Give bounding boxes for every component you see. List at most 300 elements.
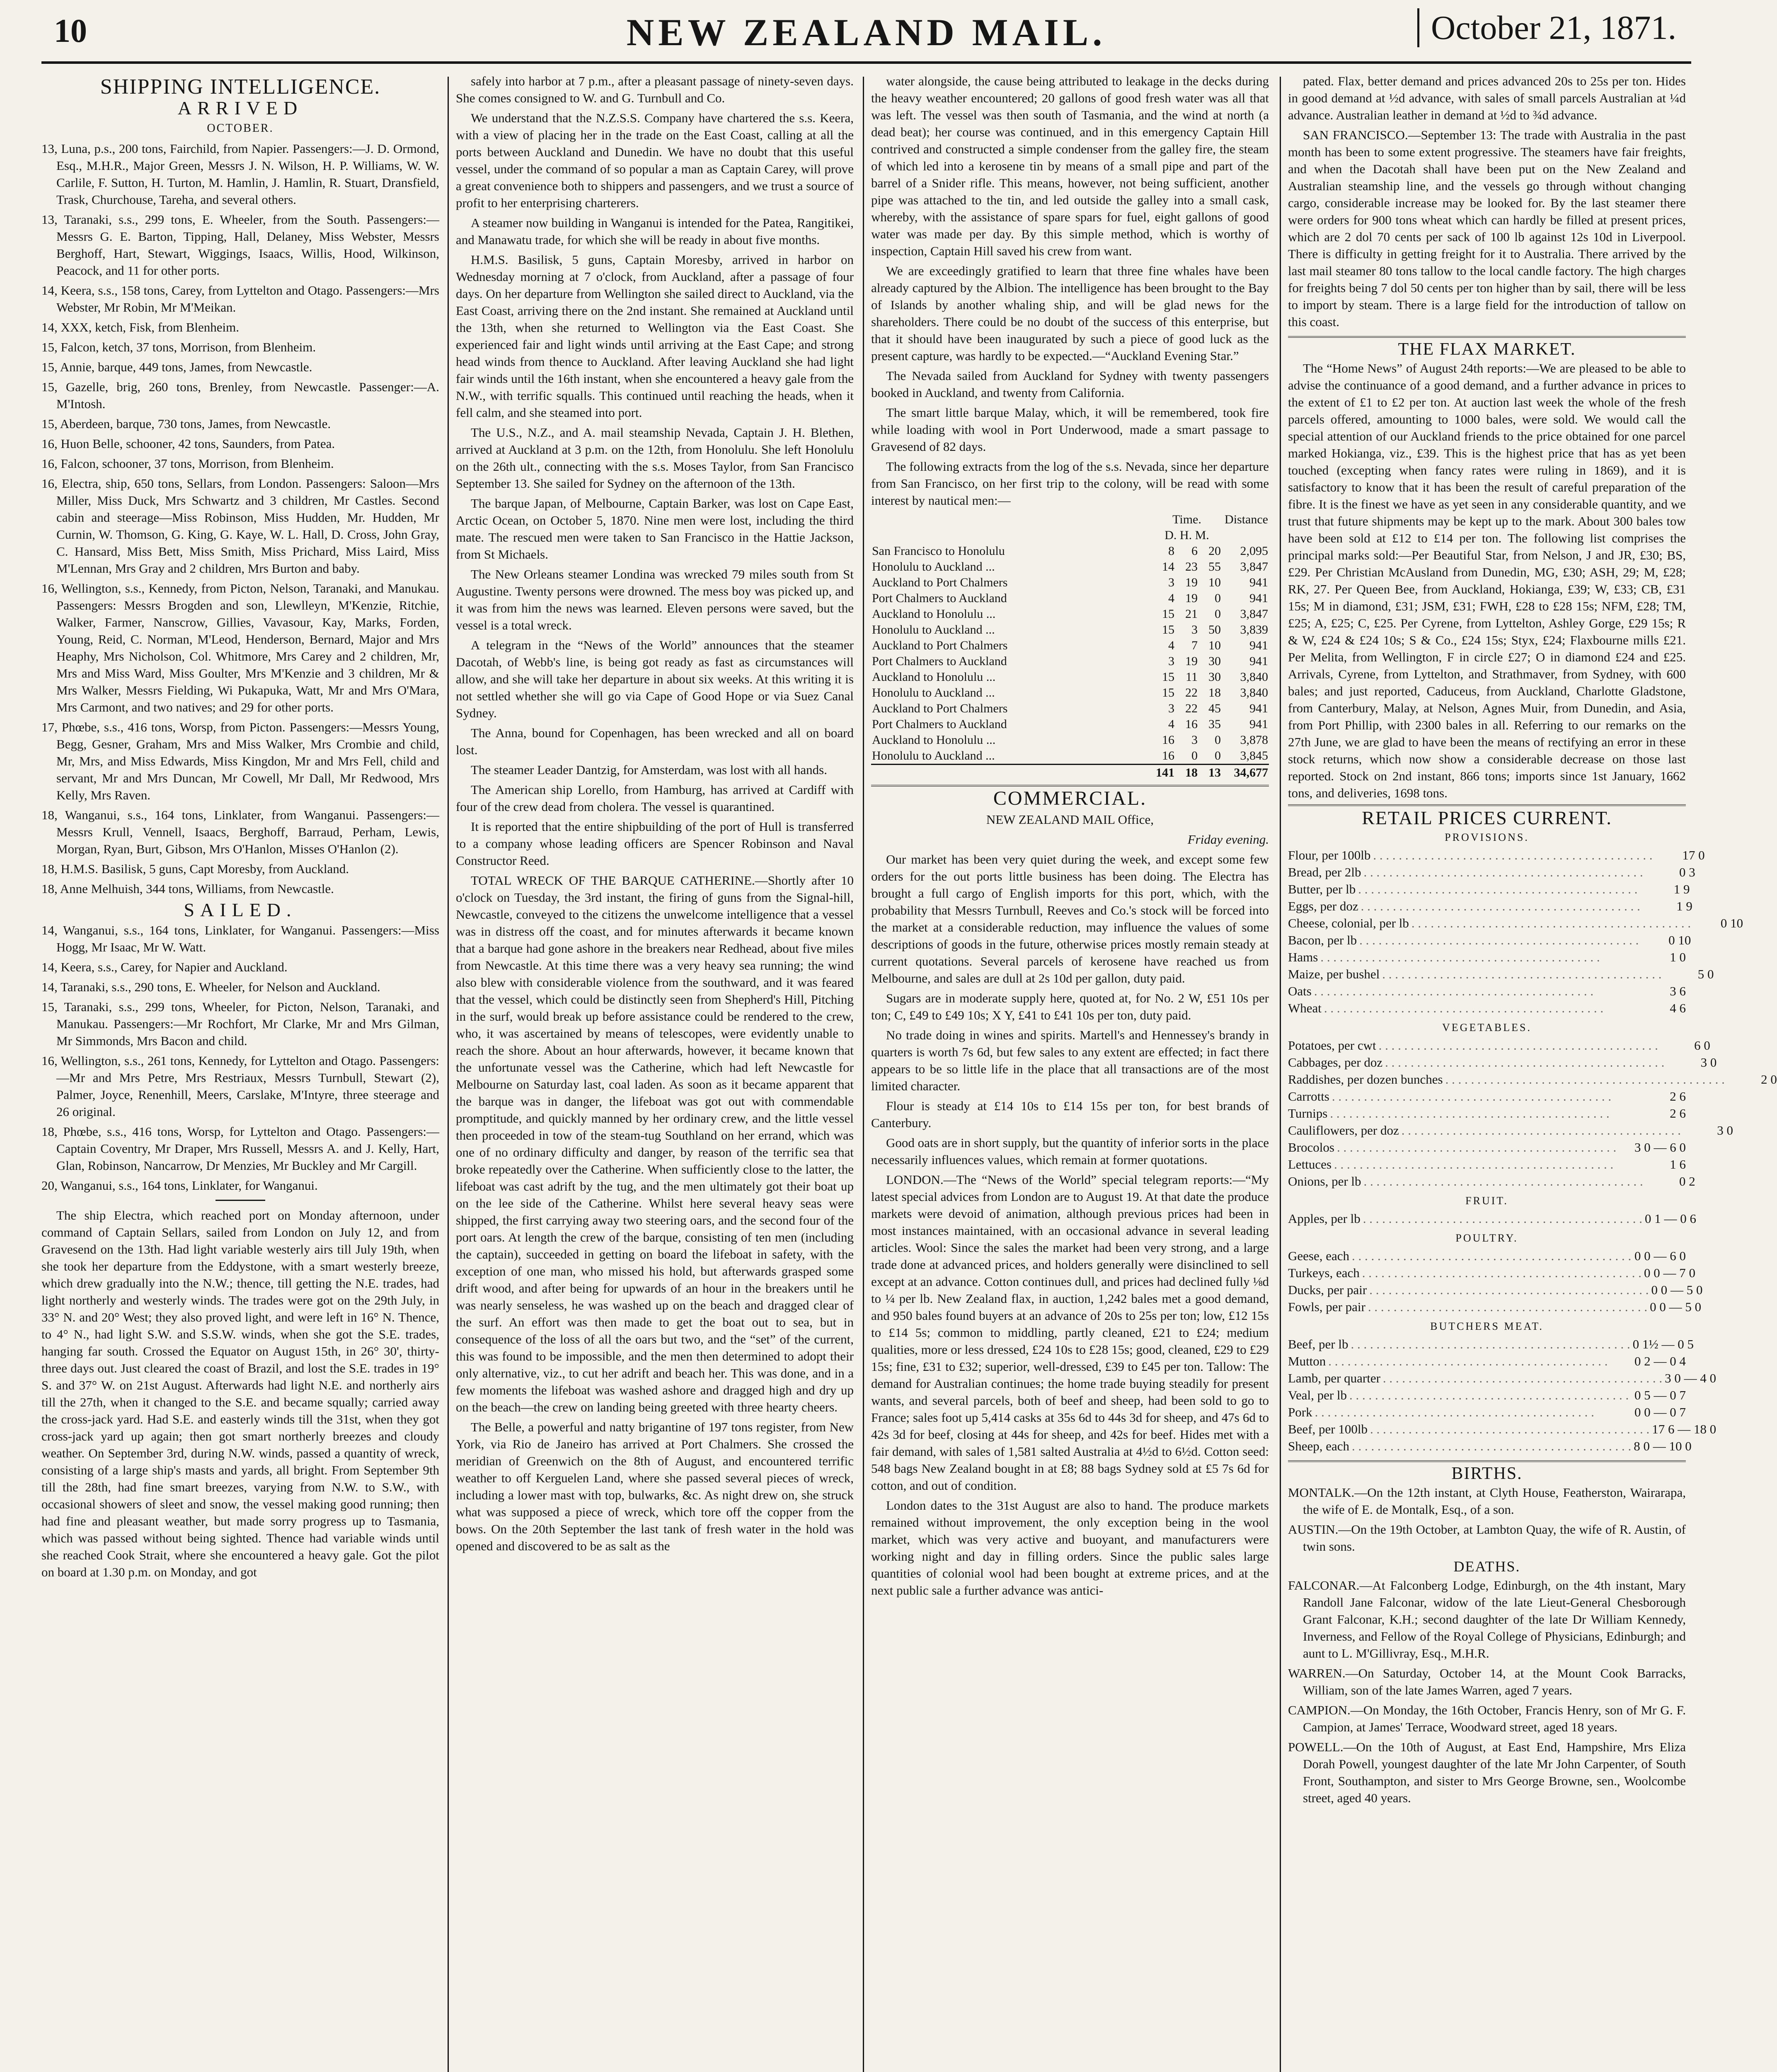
voyage-row — [871, 606, 1269, 622]
voyage-cell-m: 55 — [1208, 560, 1221, 574]
price-row — [1288, 1353, 1686, 1370]
news-paragraph: safely into harbor at 7 p.m., after a pleasant passage of ninety-seven days. She comes consigned to W. and G. Turnbull and Co. — [456, 74, 854, 105]
voyage-cell-d: 4 — [1168, 591, 1174, 605]
price-row — [1288, 1105, 1686, 1122]
death-notice: WARREN.—On Saturday, October 14, at the Mount Cook Barracks, William, son of the late James Warren, aged 7 years. — [1288, 1666, 1686, 1697]
commercial-paragraph: Sugars are in moderate supply here, quoted at, for No. 2 W, £51 10s per ton; C, £49 to £49 10s; X Y, £41 to £41 10s per ton, duty paid. — [871, 991, 1269, 1022]
total-minutes: 13 — [1198, 765, 1222, 781]
voyage-cell-dist: 3,847 — [1240, 607, 1268, 621]
voyage-cell-h: 19 — [1185, 576, 1198, 589]
price-value: 17 0 — [1682, 848, 1705, 862]
dot-leader: . . . . . . . . . . . . . . . . . . . . . . . . . . . . . . . . . . . . . . . . . . . . — [1363, 865, 1643, 879]
price-item: Apples, per lb — [1288, 1211, 1361, 1226]
column-divider — [1280, 77, 1281, 2072]
shipping-heading: SHIPPING INTELLIGENCE. — [100, 75, 381, 99]
news-paragraph: H.M.S. Basilisk, 5 guns, Captain Moresby, arrived in harbor on Wednesday morning at 7 o'clock, from Auckland, after a passage of four days. On her departure from Wellington she sailed direct to Auckland, via the East Coast, arriving there on the 2nd instant. She remained at Auckland until the 13th, when she returned to Wellington via the East Coast. She experienced fair and light winds until arriving at the East Cape; and strong head winds from thence to Auckland. After leaving Auckland she had light fair winds until the 16th instant, when she encountered a heavy gale from the N.W., with terrific squalls. This continued until reaching the heads, when it fell calm, and she steamed into port. — [456, 252, 854, 420]
price-value: 17 6 — 18 0 — [1652, 1422, 1716, 1436]
arrival-entry: 13, Taranaki, s.s., 299 tons, E. Wheeler, from the South. Passengers:—Messrs G. E. Barton, Tipping, Hall, Delaney, Miss Webster, Messrs Berghoff, Hart, Stewart, Wiggings, Isaacs, Willis, Hood, Wilkinson, Peacock, and 11 for other ports. — [41, 212, 439, 278]
voyage-cell-dist: 2,095 — [1240, 544, 1268, 558]
arrival-entry: 16, Wellington, s.s., Kennedy, from Picton, Nelson, Taranaki, and Manukau. Passengers: Messrs Brogden and son, Llewlleyn, M'Kenzie, Ritchie, Walker, Farmer, Nanscrow, Gillies, Vavasour, Kay, Marks, Forden, Young, Reid, C. Norman, M'Leod, Henderson, Bernard, Major and Mrs Heaphy, Mrs Nicholson, Col. Whitmore, Mrs Carey and 2 children, Mr, Mrs and Miss Ward, Miss Goulter, Mrs M'Kenzie and 3 children, Mr & Mrs Walker, Messrs Fielding, Wi Pukapuka, Watt, Mr and Mrs O'Mara, Mrs Carmont, and two natives; and 29 for other ports. — [41, 581, 439, 714]
deaths-list — [1288, 1577, 1686, 1806]
arrived-list — [41, 140, 439, 897]
meat-list — [1288, 1336, 1716, 1455]
voyage-row — [871, 748, 1269, 765]
column-divider — [448, 77, 449, 2072]
dot-leader: . . . . . . . . . . . . . . . . . . . . . . . . . . . . . . . . . . . . . . . . . . . . — [1368, 1300, 1648, 1314]
price-value: 2 0 — [1761, 1072, 1777, 1087]
dot-leader: . . . . . . . . . . . . . . . . . . . . . . . . . . . . . . . . . . . . . . . . . . . . — [1358, 882, 1638, 896]
dot-leader: . . . . . . . . . . . . . . . . . . . . . . . . . . . . . . . . . . . . . . . . . . . . — [1359, 933, 1639, 947]
meat-heading: BUTCHERS MEAT. — [1430, 1320, 1544, 1332]
total-distance: 34,677 — [1222, 765, 1269, 781]
dot-leader: . . . . . . . . . . . . . . . . . . . . . . . . . . . . . . . . . . . . . . . . . . . . — [1382, 967, 1662, 981]
sailing-entry: 16, Wellington, s.s., 261 tons, Kennedy, for Lyttelton and Otago. Passengers:—Mr and Mrs Petre, Mrs Restriaux, Messrs Turnbull, Stewart (2), Palmer, Joyce, Renenhill, Meers, Carslake, M'Intyre, three steerage and 26 original. — [41, 1053, 439, 1119]
voyage-cell-dist: 3,845 — [1240, 749, 1268, 762]
units-header: D. H. M. — [1164, 528, 1209, 542]
dot-leader: . . . . . . . . . . . . . . . . . . . . . . . . . . . . . . . . . . . . . . . . . . . . — [1445, 1072, 1725, 1087]
price-item: Potatoes, per cwt — [1288, 1038, 1376, 1053]
voyage-cell-route: Honolulu to Auckland ... — [872, 560, 995, 574]
voyage-cell-dist: 941 — [1249, 591, 1268, 605]
distance-header: Distance — [1225, 513, 1268, 526]
voyage-rows — [871, 543, 1269, 765]
shipping-news-cont — [871, 73, 1269, 509]
price-value: 0 0 — 7 0 — [1644, 1266, 1696, 1280]
voyage-cell-route: Port Chalmers to Auckland — [872, 717, 1007, 731]
voyage-cell-m: 0 — [1215, 733, 1221, 747]
commercial-office: NEW ZEALAND MAIL Office, — [986, 812, 1154, 827]
arrival-entry: 15, Annie, barque, 449 tons, James, from Newcastle. — [41, 360, 312, 374]
voyage-cell-route: Auckland to Port Chalmers — [872, 576, 1008, 589]
voyage-cell-dist: 941 — [1249, 576, 1268, 589]
news-paragraph: It is reported that the entire shipbuilding of the port of Hull is transferred to a company whose leading officers are Spencer Robinson and Naval Constructor Reed. — [456, 819, 854, 868]
voyage-cell-h: 23 — [1185, 560, 1198, 574]
price-row — [1288, 881, 1690, 898]
voyage-row — [871, 732, 1269, 748]
news-paragraph: We are exceedingly gratified to learn that three fine whales have been already captured by the Albion. The intelligence has been brought to the Bay of Islands by another whaling ship, and will be glad news for the shareholders. There could be no doubt of the success of this enterprise, but that it should have been inaugurated by such a piece of good luck as the present capture, was hardly to be expected.—“Auckland Evening Star.” — [871, 264, 1269, 363]
voyage-cell-dist: 3,840 — [1240, 670, 1268, 684]
voyage-cell-dist: 941 — [1249, 639, 1268, 652]
voyage-row — [871, 669, 1269, 685]
vegetables-heading: VEGETABLES. — [1442, 1021, 1532, 1034]
price-item: Maize, per bushel — [1288, 967, 1380, 981]
birth-notice: AUSTIN.—On the 19th October, at Lambton Quay, the wife of R. Austin, of twin sons. — [1288, 1522, 1686, 1554]
dot-leader: . . . . . . . . . . . . . . . . . . . . . . . . . . . . . . . . . . . . . . . . . . . . — [1332, 1089, 1612, 1104]
price-value: 0 2 — 0 4 — [1634, 1354, 1686, 1368]
news-paragraph: The Belle, a powerful and natty brigantine of 197 tons register, from New York, via Rio de Janeiro has arrived at Port Chalmers. She crossed the meridian of Greenwich on the 8th of August, and encountered terrific weather to off Kerguelen Land, where she passed several pieces of wreck, including a lower mast with top, bulwarks, &c. As night drew on, she struck what was supposed a piece of wreck, which tore off the copper from the bows. On the 20th September the last tank of fresh water in the hold was opened and discovered to be as salt as the — [456, 1420, 854, 1553]
price-row — [1288, 1298, 1702, 1315]
voyage-cell-m: 30 — [1208, 670, 1221, 684]
voyage-cell-m: 18 — [1208, 686, 1221, 700]
dot-leader: . . . . . . . . . . . . . . . . . . . . . . . . . . . . . . . . . . . . . . . . . . . . — [1373, 848, 1653, 862]
voyage-cell-h: 7 — [1191, 639, 1198, 652]
price-row — [1288, 1071, 1777, 1088]
masthead-rule — [41, 61, 1691, 64]
voyage-cell-m: 10 — [1208, 576, 1221, 589]
separator — [215, 1200, 265, 1201]
voyage-cell-d: 3 — [1168, 654, 1174, 668]
price-item: Cabbages, per doz — [1288, 1055, 1383, 1070]
news-paragraph: We understand that the N.Z.S.S. Company have chartered the s.s. Keera, with a view of placing her in the trade on the East Coast, calling at all the ports between Auckland and Dunedin. We have no doubt that this useful vessel, under the command of so popular a man as Captain Carey, will prove a great convenience both to shippers and passengers, and we trust a source of profit to her enterprising charterers. — [456, 111, 854, 210]
commercial-paragraph: Good oats are in short supply, but the quantity of inferior sorts in the place necessarily influences values, which remain at former quotations. — [871, 1135, 1269, 1167]
price-value: 0 3 — [1679, 865, 1695, 879]
column-1 — [41, 73, 439, 2072]
column-2 — [456, 73, 854, 2072]
price-value: 3 0 — 6 0 — [1634, 1140, 1686, 1155]
sailing-entry: 15, Taranaki, s.s., 299 tons, Wheeler, for Picton, Nelson, Taranaki, and Manukau. Passengers:—Mr Rochfort, Mr Clarke, Mr and Mrs Gilman, Mr Simmonds, Mrs Bacon and child. — [41, 1000, 439, 1048]
poultry-list — [1288, 1247, 1703, 1315]
dot-leader: . . . . . . . . . . . . . . . . . . . . . . . . . . . . . . . . . . . . . . . . . . . . — [1349, 1388, 1629, 1402]
voyage-cell-d: 16 — [1162, 749, 1174, 762]
price-item: Mutton — [1288, 1354, 1326, 1368]
voyage-cell-h: 22 — [1185, 702, 1198, 715]
voyage-cell-route: Honolulu to Auckland ... — [872, 749, 995, 762]
price-row — [1288, 932, 1691, 949]
dot-leader: . . . . . . . . . . . . . . . . . . . . . . . . . . . . . . . . . . . . . . . . . . . . — [1385, 1055, 1665, 1070]
dot-leader: . . . . . . . . . . . . . . . . . . . . . . . . . . . . . . . . . . . . . . . . . . . . — [1401, 1123, 1681, 1138]
arrival-entry: 16, Falcon, schooner, 37 tons, Morrison, from Blenheim. — [41, 456, 334, 471]
price-value: 5 0 — [1697, 967, 1714, 981]
voyage-cell-d: 14 — [1162, 560, 1174, 574]
voyage-cell-route: Honolulu to Auckland ... — [872, 623, 995, 637]
price-value: 0 10 — [1668, 933, 1691, 947]
price-row — [1288, 1054, 1717, 1071]
shipping-news-list — [456, 73, 854, 1554]
voyage-cell-dist: 3,839 — [1240, 623, 1268, 637]
price-item: Lamb, per quarter — [1288, 1371, 1380, 1385]
price-value: 0 0 — 6 0 — [1634, 1249, 1686, 1263]
voyage-cell-dist: 3,847 — [1240, 560, 1268, 574]
voyage-cell-m: 20 — [1208, 544, 1221, 558]
price-item: Pork — [1288, 1405, 1312, 1419]
voyage-cell-h: 0 — [1191, 749, 1198, 762]
price-item: Onions, per lb — [1288, 1174, 1361, 1188]
arrival-entry: 15, Aberdeen, barque, 730 tons, James, from Newcastle. — [41, 416, 331, 431]
price-value: 3 0 — 4 0 — [1665, 1371, 1716, 1385]
news-paragraph: The Anna, bound for Copenhagen, has been wrecked and all on board lost. — [456, 726, 854, 757]
arrival-entry: 18, H.M.S. Basilisk, 5 guns, Capt Moresby, from Auckland. — [41, 862, 349, 876]
dot-leader: . . . . . . . . . . . . . . . . . . . . . . . . . . . . . . . . . . . . . . . . . . . . — [1378, 1038, 1658, 1053]
price-row — [1288, 1122, 1733, 1139]
total-days: 141 — [1152, 765, 1175, 781]
dot-leader: . . . . . . . . . . . . . . . . . . . . . . . . . . . . . . . . . . . . . . . . . . . . — [1370, 1422, 1650, 1436]
dot-leader: . . . . . . . . . . . . . . . . . . . . . . . . . . . . . . . . . . . . . . . . . . . . — [1315, 1405, 1594, 1419]
price-row — [1288, 949, 1686, 966]
death-notice: FALCONAR.—At Falconberg Lodge, Edinburgh, on the 4th instant, Mary Randoll Jane Falconar, widow of the late Lieut-General Chesborough Grant Falconar, K.H.; second daughter of the late Dr William Kennedy, Inverness, and Fellow of the Royal College of Physicians, Edinburgh; and aunt to L. M'Gillivray, Esq., M.H.R. — [1288, 1578, 1686, 1661]
price-value: 1 6 — [1670, 1157, 1686, 1172]
arrival-entry: 16, Electra, ship, 650 tons, Sellars, from London. Passengers: Saloon—Mrs Miller, Miss Duck, Mrs Schwartz and 3 children, Mr Castles. Second cabin and steerage—Miss Robinson, Miss Hudden, Mr. Hudden, Mr Curnin, W. Thomson, G. King, G. Kaye, W. L. Hall, D. Cross, John Gray, C. Hansard, Miss Bett, Miss Smith, Miss Prichard, Miss Laird, Miss M'Lennan, Mrs Gray and 2 children, Mrs Burton and baby. — [41, 476, 439, 576]
price-row — [1288, 1000, 1686, 1017]
price-row — [1288, 1438, 1692, 1455]
price-item: Ducks, per pair — [1288, 1283, 1367, 1297]
voyage-row — [871, 716, 1269, 732]
voyage-cell-d: 8 — [1168, 544, 1174, 558]
dot-leader: . . . . . . . . . . . . . . . . . . . . . . . . . . . . . . . . . . . . . . . . . . . . — [1369, 1283, 1649, 1297]
price-value: 0 1 — 0 6 — [1645, 1211, 1697, 1226]
voyage-row — [871, 654, 1269, 669]
column-divider — [863, 77, 864, 2072]
sailing-entry: 18, Phœbe, s.s., 416 tons, Worsp, for Lyttelton and Otago. Passengers:—Captain Coventry, Mr Draper, Mrs Russell, Messrs A. and J. Kelly, Hart, Glan, Robinson, Nancarrow, Dr Menzies, Mr Buckley and Mr Cargill. — [41, 1124, 439, 1173]
price-value: 0 10 — [1720, 916, 1743, 930]
news-paragraph: The steamer Leader Dantzig, for Amsterdam, was lost with all hands. — [471, 762, 827, 777]
sailing-entry: 14, Taranaki, s.s., 290 tons, E. Wheeler, for Nelson and Auckland. — [41, 980, 380, 994]
price-item: Turkeys, each — [1288, 1266, 1360, 1280]
voyage-cell-d: 15 — [1162, 686, 1174, 700]
voyage-cell-h: 22 — [1185, 686, 1198, 700]
voyage-cell-h: 3 — [1191, 733, 1198, 747]
news-paragraph: The barque Japan, of Melbourne, Captain Barker, was lost on Cape East, Arctic Ocean, on October 5, 1870. Nine men were lost, including the third mate. The rescued men were taken to San Francisco in the Hattie Jackson, from St Michaels. — [456, 496, 854, 562]
price-value: 0 5 — 0 7 — [1634, 1388, 1686, 1402]
voyage-cell-route: Auckland to Port Chalmers — [872, 702, 1008, 715]
news-paragraph: A telegram in the “News of the World” announces that the steamer Dacotah, of Webb's line, is being got ready as fast as circumstances will allow, and she will take her departure in about six weeks. At this writing it is not settled whether she will go via Cape of Good Hope or via Suez Canal Sydney. — [456, 638, 854, 720]
price-item: Turnips — [1288, 1106, 1328, 1121]
voyage-cell-route: Auckland to Port Chalmers — [872, 639, 1008, 652]
dot-leader: . . . . . . . . . . . . . . . . . . . . . . . . . . . . . . . . . . . . . . . . . . . . — [1361, 899, 1640, 913]
voyage-cell-m: 0 — [1215, 749, 1221, 762]
births-heading: BIRTHS. — [1288, 1460, 1686, 1482]
arrival-entry: 17, Phœbe, s.s., 416 tons, Worsp, from Picton. Passengers:—Messrs Young, Begg, Gesner, Graham, Mrs and Miss Walker, Mrs Crombie and child, Mr, Mrs, and Miss Edwards, Miss Kingdon, Mr and Mrs Fell, child and servant, Mr and Mrs Duncan, Mr Cowell, Mr Dall, Mr Redwood, Mrs Kelly, Mrs Raven. — [41, 720, 439, 802]
voyage-cell-h: 11 — [1186, 670, 1198, 684]
price-item: Hams — [1288, 950, 1318, 964]
provisions-heading: PROVISIONS. — [1445, 831, 1529, 843]
masthead — [0, 0, 1733, 62]
news-paragraph: The U.S., N.Z., and A. mail steamship Nevada, Captain J. H. Blethen, arrived at Auckland at 3 p.m. on the 12th, from Honolulu. She left Honolulu on the 26th ult., connecting with the s.s. Moses Taylor, from San Francisco September 13. She sailed for Sydney on the afternoon of the 13th. — [456, 425, 854, 491]
arrival-entry: 18, Anne Melhuish, 344 tons, Williams, from Newcastle. — [41, 881, 334, 896]
arrival-entry: 14, Keera, s.s., 158 tons, Carey, from Lyttelton and Otago. Passengers:—Mrs Webster, Mr Robin, Mr M'Meikan. — [41, 283, 439, 315]
price-row — [1288, 1336, 1694, 1353]
arrival-entry: 16, Huon Belle, schooner, 42 tons, Saunders, from Patea. — [41, 436, 335, 451]
commercial-paragraph: Flour is steady at £14 10s to £14 15s per ton, for best brands of Canterbury. — [871, 1099, 1269, 1130]
voyage-cell-m: 35 — [1208, 717, 1221, 731]
voyage-cell-route: Auckland to Honolulu ... — [872, 607, 996, 621]
prices-heading: RETAIL PRICES CURRENT. — [1288, 804, 1686, 826]
price-row — [1288, 1139, 1686, 1156]
price-row — [1288, 898, 1692, 915]
voyage-row — [871, 638, 1269, 654]
voyage-cell-m: 45 — [1208, 702, 1221, 715]
arrived-month: OCTOBER. — [207, 122, 274, 135]
price-item: Bread, per 2lb — [1288, 865, 1361, 879]
price-value: 1 0 — [1670, 950, 1686, 964]
voyage-cell-route: Auckland to Honolulu ... — [872, 733, 996, 747]
voyage-cell-m: 0 — [1215, 607, 1221, 621]
price-row — [1288, 864, 1695, 881]
price-item: Bacon, per lb — [1288, 933, 1357, 947]
price-item: Raddishes, per dozen bunches — [1288, 1072, 1443, 1087]
dot-leader: . . . . . . . . . . . . . . . . . . . . . . . . . . . . . . . . . . . . . . . . . . . . — [1363, 1174, 1643, 1188]
price-value: 0 0 — 5 0 — [1650, 1300, 1702, 1314]
arrival-entry: 15, Falcon, ketch, 37 tons, Morrison, from Blenheim. — [41, 340, 316, 354]
commercial-heading: COMMERCIAL. — [871, 785, 1269, 807]
voyage-cell-d: 15 — [1162, 623, 1174, 637]
price-item: Sheep, each — [1288, 1439, 1350, 1453]
price-value: 6 0 — [1694, 1038, 1710, 1053]
total-hours: 18 — [1175, 765, 1198, 781]
sailing-entry: 14, Wanganui, s.s., 164 tons, Linklater, for Wanganui. Passengers:—Miss Hogg, Mr Isaac, Mr W. Watt. — [41, 923, 439, 954]
voyage-cell-dist: 3,878 — [1240, 733, 1268, 747]
voyage-total-row — [871, 765, 1269, 781]
price-value: 4 6 — [1670, 1001, 1686, 1015]
voyage-row — [871, 701, 1269, 716]
price-value: 3 0 — [1700, 1055, 1717, 1070]
dot-leader: . . . . . . . . . . . . . . . . . . . . . . . . . . . . . . . . . . . . . . . . . . . . — [1314, 984, 1594, 998]
poultry-heading: POULTRY. — [1455, 1232, 1518, 1244]
price-value: 0 0 — 0 7 — [1634, 1405, 1686, 1419]
price-item: Wheat — [1288, 1001, 1322, 1015]
price-row — [1288, 1281, 1703, 1298]
voyage-cell-d: 15 — [1162, 607, 1174, 621]
price-row — [1288, 1210, 1697, 1227]
commercial-paragraph: SAN FRANCISCO.—September 13: The trade with Australia in the past month has been to some extent progressive. The steamers have fair freights, and when the Dacotah shall have been put on the New Zealand and Australian steamship line, and the vessels go through without changing cargo, considerable increase may be looked for. By the last steamer there were orders for 900 tons wheat which can hardly be filled at present prices, which are 2 dol 70 cents per sack of 100 lb against 12s 10d in Liverpool. There is difficulty in getting freight for it to Australia. There arrived by the last mail steamer 80 tons tallow to the local candle factory. The high charges for freights being 7 dol 50 cents per ton higher than by sail, there will be less to import by steam. There is a large field for the introduction of tallow on this coast. — [1288, 128, 1686, 329]
dot-leader: . . . . . . . . . . . . . . . . . . . . . . . . . . . . . . . . . . . . . . . . . . . . — [1352, 1249, 1632, 1263]
commercial-paragraph: Our market has been very quiet during the week, and except some few orders for the out ports little business has been doing. The Electra has brought a full cargo of English imports for this port, which, with the probability that Messrs Turnbull, Reeves and Co.'s stock will be forced into the market at a considerable reduction, may influence the values of some descriptions of goods in the future, otherwise prices mostly remain steady at current quotations. Several parcels of kerosene have reached us from Melbourne, and sales are dull at 2s 10d per gallon, duty paid. — [871, 852, 1269, 985]
dot-leader: . . . . . . . . . . . . . . . . . . . . . . . . . . . . . . . . . . . . . . . . . . . . — [1334, 1157, 1614, 1172]
price-item: Beef, per lb — [1288, 1337, 1348, 1351]
fruit-list — [1288, 1210, 1697, 1227]
price-row — [1288, 1264, 1696, 1281]
price-row — [1288, 915, 1743, 932]
voyage-row — [871, 622, 1269, 638]
voyage-cell-dist: 3,840 — [1240, 686, 1268, 700]
dot-leader: . . . . . . . . . . . . . . . . . . . . . . . . . . . . . . . . . . . . . . . . . . . . — [1351, 1337, 1630, 1351]
voyage-row — [871, 559, 1269, 575]
price-row — [1288, 1037, 1710, 1054]
voyage-table — [871, 512, 1269, 781]
price-item: Beef, per 100lb — [1288, 1422, 1368, 1436]
voyage-cell-d: 4 — [1168, 717, 1174, 731]
commercial-paragraph: London dates to the 31st August are also to hand. The produce markets remained without improvement, the only exception being in the wool market, which was very active and buoyant, and manufacturers were working night and day in filling orders. Since the public sales large quantities of colonial wool had been bought at extreme prices, and at the next public sale a further advance was antici- — [871, 1498, 1269, 1598]
news-paragraph: water alongside, the cause being attributed to leakage in the decks during the heavy weather encountered; 20 gallons of good fresh water was all that was left. The vessel was then south of Tasmania, and the wind at north (a dead beat); her course was continued, and in this emergency Captain Hill contrived and constructed a simple condenser from the galley fire, the steam of which led into a kerosene tin by means of a small pipe and part of the barrel of a Snider rifle. This means, however, not being sufficient, another pipe was attached to the tin, and led outside the galley into a small cask, whereby, with the assistance of spare spars for fuel, eight gallons of good water was made per day. By this simple method, which is worthy of inspection, Captain Hill saved his crew from want. — [871, 74, 1269, 258]
price-item: Cheese, colonial, per lb — [1288, 916, 1409, 930]
voyage-table-units — [871, 528, 1269, 543]
news-paragraph: The smart little barque Malay, which, it will be remembered, took fire while loading with wool in Port Underwood, made a smart passage to Gravesend of 82 days. — [871, 405, 1269, 454]
column-3 — [871, 73, 1269, 2072]
price-value: 1 9 — [1676, 899, 1692, 913]
death-notice: CAMPION.—On Monday, the 16th October, Francis Henry, son of Mr G. F. Campion, at James' Terrace, Woodward street, aged 18 years. — [1288, 1703, 1686, 1734]
voyage-cell-route: Auckland to Honolulu ... — [872, 670, 996, 684]
price-row — [1288, 1088, 1686, 1105]
price-value: 0 2 — [1679, 1174, 1695, 1188]
dot-leader: . . . . . . . . . . . . . . . . . . . . . . . . . . . . . . . . . . . . . . . . . . . . — [1324, 1001, 1604, 1015]
commercial-paragraph: No trade doing in wines and spirits. Martell's and Hennessey's brandy in quarters is worth 7s 6d, but few sales to any extent are effected; in fact there appears to be so little life in the place that all transactions are of the most limited character. — [871, 1028, 1269, 1093]
voyage-row — [871, 685, 1269, 701]
dot-leader: . . . . . . . . . . . . . . . . . . . . . . . . . . . . . . . . . . . . . . . . . . . . — [1336, 1140, 1617, 1155]
flax-paragraph: The “Home News” of August 24th reports:—We are pleased to be able to advise the continuance of a good demand, and a further advance in prices to the extent of £1 to £2 per ton. At auction last week the whole of the fresh parcels offered, amounting to 1000 bales, were sold. We would call the special attention of our Auckland friends to the price obtained for one parcel marked Hokianga, viz., £39. This is the highest price that has as yet been touched (excepting when fancy rates were ruling in 1869), and it is satisfactory to know that it has been the result of careful preparation of the fibre. It is the finest we have as yet seen in any considerable quantity, and we trust that future shipments may be kept up to the mark. About 300 bales tow have been sold at £12 to £14 per ton. The following list comprises the principal marks sold:—Per Beautiful Star, from Nelson, J and JR, £30; BS, £29. Per Christian McAusland from Dunedin, MG, £30; ASH, 29; M, £28; RK, 27. Per Queen Bee, from Auckland, Hokianga, £39; W, £33; CB, £31 15s; M in diamond, £31; JSM, £31; FWH, £28 to £28 15s; NFM, £28; TM, £25; A, £25; C, £25. Per Cyrene, from Lyttelton, Ashley Gorge, £29 15s; R & W, £24 & £24 10s; S & Co., £24 15s; Styx, £24; Flaxbourne mills £21. Per Melita, from Wellington, F in circle £27; O in diamond £24 and £25. Arrivals, Cyrene, from Lyttelton, and Strathmaver, from Sydney, with 600 bales; and just reported, Caduceus, from Auckland, Charlotte Gladstone, from Canterbury, Malay, at Nelson, Agnes Muir, from Dunedin, and Asia, from Port Phillip, with 2300 bales in all. Referring to our remarks on the 27th June, we are glad to have been the means of rectifying an error in these stock returns, which now show a considerable decrease on those last reported. Stock on 2nd instant, 866 tons; imports since 1st January, 1662 tons, and deliveries, 1698 tons. — [1288, 361, 1686, 800]
price-value: 3 0 — [1717, 1123, 1733, 1138]
vegetables-list — [1288, 1037, 1777, 1190]
voyage-cell-h: 21 — [1185, 607, 1198, 621]
voyage-cell-route: Port Chalmers to Auckland — [872, 591, 1007, 605]
dot-leader: . . . . . . . . . . . . . . . . . . . . . . . . . . . . . . . . . . . . . . . . . . . . — [1328, 1354, 1608, 1368]
voyage-cell-dist: 941 — [1249, 702, 1268, 715]
flax-heading: THE FLAX MARKET. — [1288, 336, 1686, 358]
commercial-day: Friday evening. — [1187, 832, 1269, 847]
price-item: Brocolos — [1288, 1140, 1334, 1155]
commercial-paragraph: LONDON.—The “News of the World” special telegram reports:—“My latest special advices from London are to August 19. At that date the produce markets were devoid of animation, although previous prices had been in most instances maintained, with an occasional advance in several leading articles. Wool: Since the sales the market had been very strong, and a large trade done at advanced prices, and holders generally were disinclined to sell except at an advance. Cotton continues dull, and prices had declined fully ⅛d to ¼ per lb. New Zealand flax, in auction, 1,242 bales met a good demand, and 950 bales found buyers at an advance of 20s to 25s per ton; low, £12 15s to £14 5s; common to middling, partly cleaned, £21 to £24; medium qualities, more or less dressed, £24 10s to £28 15s; good, cleaned, £29 to £29 15s; fine, £31 to £32; superior, well-dressed, £39 to £45 per ton. Tallow: The demand for Australian continues; the home trade buying steadily for present wants, and several parcels, both of beef and sheep, had been sold to go to France; sales foot up 5,414 casks at 35s 6d to 44s 3d for sheep, and 47s 6d to 42s 3d for beef, closing at 44s for sheep, and 42s for beef. Hides met with a fair demand, with sales of 1,581 salted Australia at 4½d to 6½d. Cotton seed: 548 bags New Zealand bought in at £8; 88 bags Sydney sold at £5 7s 6d for cotton, and out of condition. — [871, 1172, 1269, 1493]
voyage-cell-m: 30 — [1208, 654, 1221, 668]
arrival-entry: 14, XXX, ketch, Fisk, from Blenheim. — [41, 320, 240, 334]
price-item: Fowls, per pair — [1288, 1300, 1365, 1314]
price-item: Carrotts — [1288, 1089, 1329, 1104]
price-row — [1288, 1370, 1716, 1387]
price-row — [1288, 1404, 1686, 1421]
electra-report: The ship Electra, which reached port on Monday afternoon, under command of Captain Sellars, sailed from London on July 12, and from Gravesend on the 13th. Had light variable westerly airs till July 19th, when she took her departure from the Eddystone, with a smart westerly breeze, which drew gradually into the N.W.; thence, till getting the N.E. trades, had light northerly and westerly winds. The trades were got on the 29th July, in 33° N. and 20° West; they also proved light, and were left in 16° N. Thence, to 4° N., had light S.W. and S.S.W. winds, when she got the S.E. trades, hanging far south. Crossed the Equator on August 15th, in 26° 30', thirty-three days out. Just cleared the coast of Brazil, and lost the S.E. trades in 19° S. and 37° W. on 21st August. Afterwards had light N.E. and northerly airs till the 27th, when it changed to the S.E. and became squally; carried away the cross-jack yard. Had S.E. and easterly winds till the 31st, when they got cross-jack yard up again; then got smart northerly breezes and cloudy weather. On September 3rd, during N.W. winds, passed a quantity of wreck, consisting of a large ship's masts and yards, all bright. From September 9th till the 28th, had fine smart breezes, varying from N.W. to S.W., with occasional showers of sleet and snow, the vessel making good running; then had fine and pleasant weather, but made sorry progress up to Tasmania, which was passed without being sighted. Thence had variable winds until she reached Cook Strait, where she encountered a heavy gale. Got the pilot on board at 1.30 p.m. on Monday, and got — [41, 1208, 439, 1579]
sailed-list — [41, 922, 439, 1194]
price-row — [1288, 1247, 1686, 1264]
column-4 — [1288, 73, 1777, 2072]
news-paragraph: The American ship Lorello, from Hamburg, has arrived at Cardiff with four of the crew dead from cholera. The vessel is quarantined. — [456, 782, 854, 814]
sailing-entry: 14, Keera, s.s., Carey, for Napier and Auckland. — [41, 960, 288, 974]
voyage-cell-h: 16 — [1185, 717, 1198, 731]
price-row — [1288, 966, 1714, 983]
voyage-cell-d: 15 — [1162, 670, 1174, 684]
births-list — [1288, 1484, 1686, 1555]
arrived-heading: ARRIVED — [177, 97, 303, 119]
commercial-list — [871, 851, 1269, 1599]
deaths-heading: DEATHS. — [1453, 1558, 1520, 1575]
time-header: Time. — [1172, 513, 1201, 526]
price-row — [1288, 1421, 1716, 1438]
arrival-entry: 13, Luna, p.s., 200 tons, Fairchild, from Napier. Passengers:—J. D. Ormond, Esq., M.H.R., Major Green, Messrs J. N. Wilson, H. P. Williams, W. W. Carlile, F. Sutton, H. Turton, M. Hamlin, J. Hamlin, R. Stuart, Dransfield, Trask, Churchouse, Tareha, and several others. — [41, 141, 439, 207]
sailing-entry: 20, Wanganui, s.s., 164 tons, Linklater, for Wanganui. — [41, 1178, 318, 1193]
voyage-cell-h: 6 — [1191, 544, 1198, 558]
news-paragraph: The New Orleans steamer Londina was wrecked 79 miles south from St Augustine. Twenty persons were drowned. The mess boy was picked up, and it was from him the news was learned. Eleven persons were saved, but the vessel is a total wreck. — [456, 567, 854, 632]
voyage-row — [871, 591, 1269, 606]
price-row — [1288, 847, 1705, 864]
price-value: 1 9 — [1673, 882, 1690, 896]
death-notice: POWELL.—On the 10th of August, at East End, Hampshire, Mrs Eliza Dorah Powell, youngest daughter of the late Mr John Carpenter, of South Front, Southampton, and sister to Mrs George Browne, sen., Woolcombe street, aged 40 years. — [1288, 1740, 1686, 1805]
dot-leader: . . . . . . . . . . . . . . . . . . . . . . . . . . . . . . . . . . . . . . . . . . . . — [1352, 1439, 1632, 1453]
voyage-cell-d: 4 — [1168, 639, 1174, 652]
arrival-entry: 15, Gazelle, brig, 260 tons, Brenley, from Newcastle. Passenger:—A. M'Intosh. — [41, 380, 439, 411]
page-number: 10 — [54, 13, 87, 49]
dot-leader: . . . . . . . . . . . . . . . . . . . . . . . . . . . . . . . . . . . . . . . . . . . . — [1330, 1106, 1610, 1121]
voyage-cell-dist: 941 — [1249, 654, 1268, 668]
paper-title: NEW ZEALAND MAIL. — [626, 11, 1106, 53]
price-item: Flour, per 100lb — [1288, 848, 1371, 862]
arrival-entry: 18, Wanganui, s.s., 164 tons, Linklater, from Wanganui. Passengers:—Messrs Krull, Vennell, Isaacs, Berghoff, Barraud, Perham, Lewis, Morgan, Ryan, Burt, Gibson, Mrs O'Hanlon, Misses O'Hanlon (2). — [41, 808, 439, 856]
price-value: 2 6 — [1670, 1106, 1686, 1121]
price-value: 3 6 — [1670, 984, 1686, 998]
voyage-cell-route: Honolulu to Auckland ... — [872, 686, 995, 700]
price-item: Veal, per lb — [1288, 1388, 1347, 1402]
voyage-cell-dist: 941 — [1249, 717, 1268, 731]
price-item: Cauliflowers, per doz — [1288, 1123, 1399, 1138]
price-item: Lettuces — [1288, 1157, 1332, 1172]
voyage-cell-d: 3 — [1168, 702, 1174, 715]
price-value: 0 0 — 5 0 — [1651, 1283, 1703, 1297]
voyage-cell-route: Port Chalmers to Auckland — [872, 654, 1007, 668]
fruit-heading: FRUIT. — [1465, 1195, 1508, 1207]
news-paragraph: The Nevada sailed from Auckland for Sydney with twenty passengers booked in Auckland, and twenty from California. — [871, 368, 1269, 400]
price-value: 2 6 — [1670, 1089, 1686, 1104]
birth-notice: MONTALK.—On the 12th instant, at Clyth House, Featherston, Wairarapa, the wife of E. de Montalk, Esq., of a son. — [1288, 1485, 1686, 1517]
news-paragraph: The following extracts from the log of the s.s. Nevada, since her departure from San Francisco, on her first trip to the colony, will be read with some interest by nautical men:— — [871, 459, 1269, 508]
price-item: Butter, per lb — [1288, 882, 1356, 896]
price-item: Oats — [1288, 984, 1312, 998]
dot-leader: . . . . . . . . . . . . . . . . . . . . . . . . . . . . . . . . . . . . . . . . . . . . — [1382, 1371, 1663, 1385]
flax-list — [1288, 360, 1686, 801]
price-row — [1288, 1387, 1686, 1404]
provisions-list — [1288, 847, 1743, 1017]
voyage-cell-m: 10 — [1208, 639, 1221, 652]
newspaper-columns — [41, 73, 1777, 2072]
voyage-table-head — [871, 512, 1269, 528]
price-item: Geese, each — [1288, 1249, 1350, 1263]
price-row — [1288, 983, 1686, 1000]
price-item: Eggs, per doz — [1288, 899, 1358, 913]
sailed-heading: SAILED. — [184, 899, 297, 920]
